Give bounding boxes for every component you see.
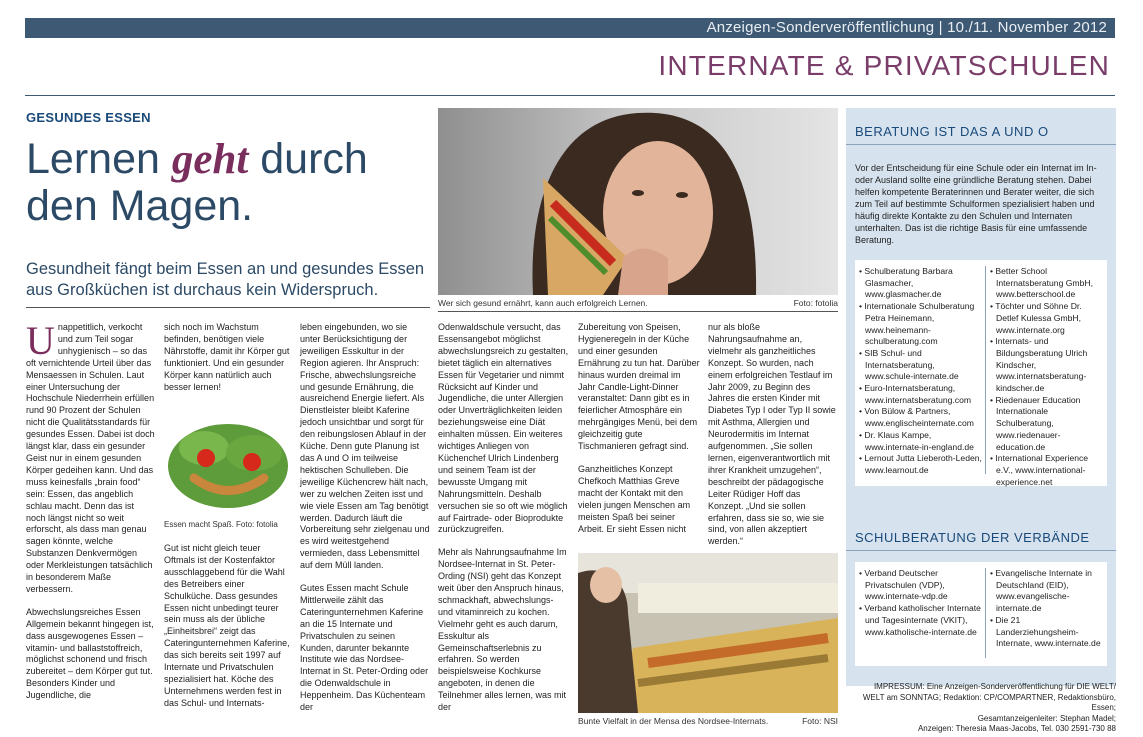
article-column-2b xyxy=(164,543,292,710)
photo1-caption: Wer sich gesund ernährt, kann auch erfolgreich Lernen. xyxy=(438,298,648,308)
list-item: • Dr. Klaus Kampe, www.internate-in-england.de xyxy=(859,429,974,452)
photo2-caption-row xyxy=(578,716,838,726)
col5-paragraph-1: Zubereitung von Speisen, Hygieneregeln in der Küche und einer gesunden Ernährung zu tun hat. Darüber hinaus wurden dreimal im Jahr Candle-Light-Dinner veranstaltet: Dann gibt es in feierlicher Atmosphäre ein mehrgängiges Menü, bei dem gleichzeitig gute Tischmanieren gefragt sind. xyxy=(578,322,700,452)
advisor-list-right xyxy=(990,266,1104,488)
article-kicker: GESUNDES ESSEN xyxy=(26,110,151,125)
col6-paragraph-1: nur als bloße Nahrungsaufnahme an, vielmehr als ganzheitliches Konzept. So wurden, nach einem erfolgreichen Testlauf im Jahr 2009, zu Beginn des Jahres die ersten Kinder mit Diabetes Typ I oder Typ II sowie mit Asthma, Allergien und Neurodermitis im Internat aufgenommen. „Sie sollen lernen, eigenverantwortlich mit ihrer Krankheit umzugehen“, beschreibt der pädagogische Leiter Rüdiger Hoff das Konzept. „Und sie sollen erfahren, dass sie so, wie sie sind, von allen akzeptiert werden.“ xyxy=(708,322,836,547)
advice-sidebar xyxy=(846,108,1116,686)
sidebar-title-1: BERATUNG IST DAS A UND O xyxy=(855,124,1049,139)
section-title: INTERNATE & PRIVATSCHULEN xyxy=(658,50,1110,81)
association-list-left xyxy=(859,568,983,638)
sidebar-rule-2 xyxy=(846,550,1116,551)
article-column-6 xyxy=(708,322,838,548)
sidebar-intro: Vor der Entscheidung für eine Schule oder ein Internat im In- oder Ausland sollte eine gründliche Beratung stehen. Dabei helfen kompetente Beraterinnen und Berater weiter, die sich zum Teil auf bestimmte Schulformen spezialisiert haben und häufig direkte Kontakte zu den Schulen und Internaten unterhalten. Das ist die richtige Basis für eine umfassende Beratung. xyxy=(855,163,1097,245)
girl-eating-photo xyxy=(438,108,838,295)
impressum xyxy=(848,682,1116,735)
sidebar-rule-1 xyxy=(846,144,1116,145)
association-list-box xyxy=(855,562,1107,666)
headline-part-3: durch xyxy=(260,135,368,183)
headline xyxy=(26,136,436,229)
col5-paragraph-2: Ganzheitliches Konzept Chefkoch Matthias Greve macht der Kontakt mit den vielen jungen Menschen am meisten Spaß bei seiner Arbeit. Er sieht Essen nicht xyxy=(578,463,691,534)
list-item: • Von Bülow & Partners, www.englischeinternate.com xyxy=(859,406,974,429)
list-item: • Töchter und Söhne Dr. Detlef Kulessa GmbH, www.internate.org xyxy=(990,301,1082,335)
list-item: • Euro-Internatsberatung, www.internatsberatung.com xyxy=(859,383,972,405)
article-column-3 xyxy=(300,322,430,714)
impressum-line-1: IMPRESSUM: Eine Anzeigen-Sonderveröffentlichung für DIE WELT/ xyxy=(873,682,1116,691)
article-column-5 xyxy=(578,322,700,535)
impressum-line-4: Anzeigen: Theresia Maas-Jacobs, Tel. 030 2591-730 88 xyxy=(917,724,1116,733)
mensa-photo xyxy=(578,553,838,713)
col1-paragraph-2: Abwechslungsreiches Essen Allgemein bekannt hingegen ist, dass ausgewogenes Essen – vitamin- und ballaststoffreich, möglichst schonend und frisch zubereitet – dem Körper gut tut. Besonders Kinder und Jugendliche, die xyxy=(26,606,154,701)
photo2-caption: Bunte Vielfalt in der Mensa des Nordsee-Internats. xyxy=(578,716,769,726)
col4-paragraph-2: Mehr als Nahrungsaufnahme Im Nordsee-Internat in St. Peter-Ording (NSI) geht das Konzept weit über den Anspruch hinaus, schmackhaft, abwechslungs- und vitaminreich zu kochen. Vielmehr geht es auch darum, Esskultur als Gemeinschaftserlebnis zu erfahren. So werden beispielsweise Kochkurse angeboten, in denen die Teilnehmer alles lernen, was mit der xyxy=(438,547,567,713)
impressum-line-3: Gesamtanzeigenleiter: Stephan Madel; xyxy=(977,713,1116,723)
list-item: • Die 21 Landerziehungsheim-Internate, www.internate.de xyxy=(990,614,1101,649)
drop-cap: U xyxy=(26,318,55,363)
list-item: • Schulberatung Barbara Glasmacher, www.glasmacher.de xyxy=(859,266,953,300)
list-item: • Internats- und Bildungsberatung Ulrich Kindscher, www.internatsberatung-kindscher.de xyxy=(990,336,1088,394)
list-item: • Internationale Schulberatung Petra Heinemann, www.heinemann-schulberatung.com xyxy=(859,301,975,347)
headline-part-4: den Magen. xyxy=(26,182,254,230)
header-rule xyxy=(25,95,1115,96)
col3-paragraph-1: leben eingebunden, wo sie unter Berücksichtigung der jeweiligen Esskultur in der Region agieren. Ihr Anspruch: Frische, abwechslungsreiche und gesunde Ernährung, die ausreichend Energie liefert. Als Dienstleister bleibt Kaferine jedoch unsichtbar und sorgt für den reibungslosen Ablauf in der Küche. Denn gute Planung ist das A und O im teilweise hektischen Schulleben. Die jeweilige Küchencrew hält nach, wer zu welchen Zeiten isst und wie viele Essen am Tag benötigt werden. Dadurch läuft die Vorbereitung sehr zielgenau und es wird weitestgehend vermieden, dass Lebensmittel auf dem Müll landen. xyxy=(300,322,430,571)
headline-part-1: Lernen xyxy=(26,135,160,183)
impressum-line-2: WELT am SONNTAG; Redaktion: CP/COMPARTNER, Redaktionsbüro, Essen; xyxy=(862,692,1116,712)
salad-face-photo xyxy=(164,408,292,518)
photo1-credit: Foto: fotolia xyxy=(793,298,838,308)
photo1-caption-row xyxy=(438,298,838,308)
list-item: • SIB Schul- und Internatsberatung, www.schule-internate.de xyxy=(859,347,959,382)
list-divider xyxy=(985,266,986,474)
col1-paragraph-1: nappetitlich, verkocht und zum Teil sogar unhygienisch – so das oft vernichtende Urteil über das Mensaessen in Schulen. Laut einer Untersuchung der Hochschule Niederrhein erfüllen rund 90 Prozent der Schulen nicht die Qualitätsstandards für gesundes Essen. Dabei ist doch längst klar, dass ein gesunder Geist nur in einem gesunden Körper gedeihen kann. Und das muss keinesfalls „brain food“ sein: Essen, das angeblich schlau macht. Denn das ist noch längst nicht so weit erforscht, als dass man genau sagen könnte, welche Substanzen Denkvermögen oder Merkleistungen tatsächlich in besonderem Maße verbessern. xyxy=(26,322,155,594)
col2-paragraph-1: sich noch im Wachstum befinden, benötigen viele Nährstoffe, damit ihr Körper gut funktioniert. Und ein gesunder Körper kann natürlich auch besser lernen! xyxy=(164,322,290,392)
subheadline: Gesundheit fängt beim Essen an und gesundes Essen aus Großküchen ist durchaus kein Widerspruch. xyxy=(26,260,425,299)
article-column-2 xyxy=(164,322,292,404)
col2-paragraph-2: Gut ist nicht gleich teuer Oftmals ist der Kostenfaktor ausschlaggebend für die Wahl des Betreibers einer Schulküche. Dass gesundes Essen nicht unbedingt teurer sein muss als der übliche „Einheitsbrei“ zeigt das Cateringunternehmen Kaferine, das sich bereits seit 1997 auf Internate und Privatschulen spezialisiert hat. Köche des Unternehmens werden fest in das Schul- und Internats- xyxy=(164,543,290,708)
photo-rule xyxy=(438,311,838,312)
list-item: • Better School Internatsberatung GmbH, www.betterschool.de xyxy=(990,266,1093,300)
article-column-4 xyxy=(438,322,570,714)
col3-paragraph-2: Gutes Essen macht Schule Mittlerweile zählt das Cateringunternehmen Kaferine an die 15 Internate und Privatschulen zu seinen Kunden, darunter bekannte Institute wie das Nordsee-Internat in St. Peter-Ording oder die Odenwaldschule in Heppenheim. Das Küchenteam der xyxy=(300,583,429,713)
photo-salad-caption: Essen macht Spaß. Foto: fotolia xyxy=(164,520,278,529)
col4-paragraph-1: Odenwaldschule versucht, das Essensangebot möglichst abwechslungsreich zu gestalten, bietet täglich ein alternatives Essen für Vegetarier und nimmt Rücksicht auf Kinder und Jugendliche, die unter Allergien oder Unverträglichkeiten leiden beziehungsweise eine Diät einhalten müssen. Ein weiteres wichtiges Anliegen von Küchenchef Ulrich Lindenberg und seinem Team ist der bewusste Umgang mit Nahrungsmitteln. Deshalb versuchen sie so oft wie möglich auf Fairtrade- oder Bioprodukte zurückzugreifen. xyxy=(438,322,569,535)
photo2-credit: Foto: NSI xyxy=(802,716,838,726)
advisor-list-left xyxy=(859,266,983,477)
list-item: • Verband Deutscher Privatschulen (VDP), www.internate-vdp.de xyxy=(859,568,948,602)
advisor-list-box xyxy=(855,260,1107,486)
list-item: • International Experience e.V., www.international-experience.net xyxy=(990,453,1089,487)
association-list-right xyxy=(990,568,1104,650)
headline-emphasis: geht xyxy=(171,136,249,183)
article-column-1 xyxy=(26,318,156,702)
list-item: • Lernout Jutta Lieberoth-Leden, www.learnout.de xyxy=(859,453,982,475)
list-item: • Evangelische Internate in Deutschland (EID), www.evangelische-internate.de xyxy=(990,568,1092,614)
sidebar-title-2: SCHULBERATUNG DER VERBÄNDE xyxy=(855,530,1090,545)
list-item: • Verband katholischer Internate und Tagesinternate (VKIT), www.katholische-internate.de xyxy=(859,603,981,637)
headline-rule xyxy=(26,307,430,308)
list-divider xyxy=(985,568,986,658)
publication-bar xyxy=(25,18,1115,38)
publication-line: Anzeigen-Sonderveröffentlichung | 10./11. November 2012 xyxy=(706,19,1107,36)
list-item: • Riedenauer Education Internationale Schulberatung, www.riedenauer-education.de xyxy=(990,394,1081,452)
